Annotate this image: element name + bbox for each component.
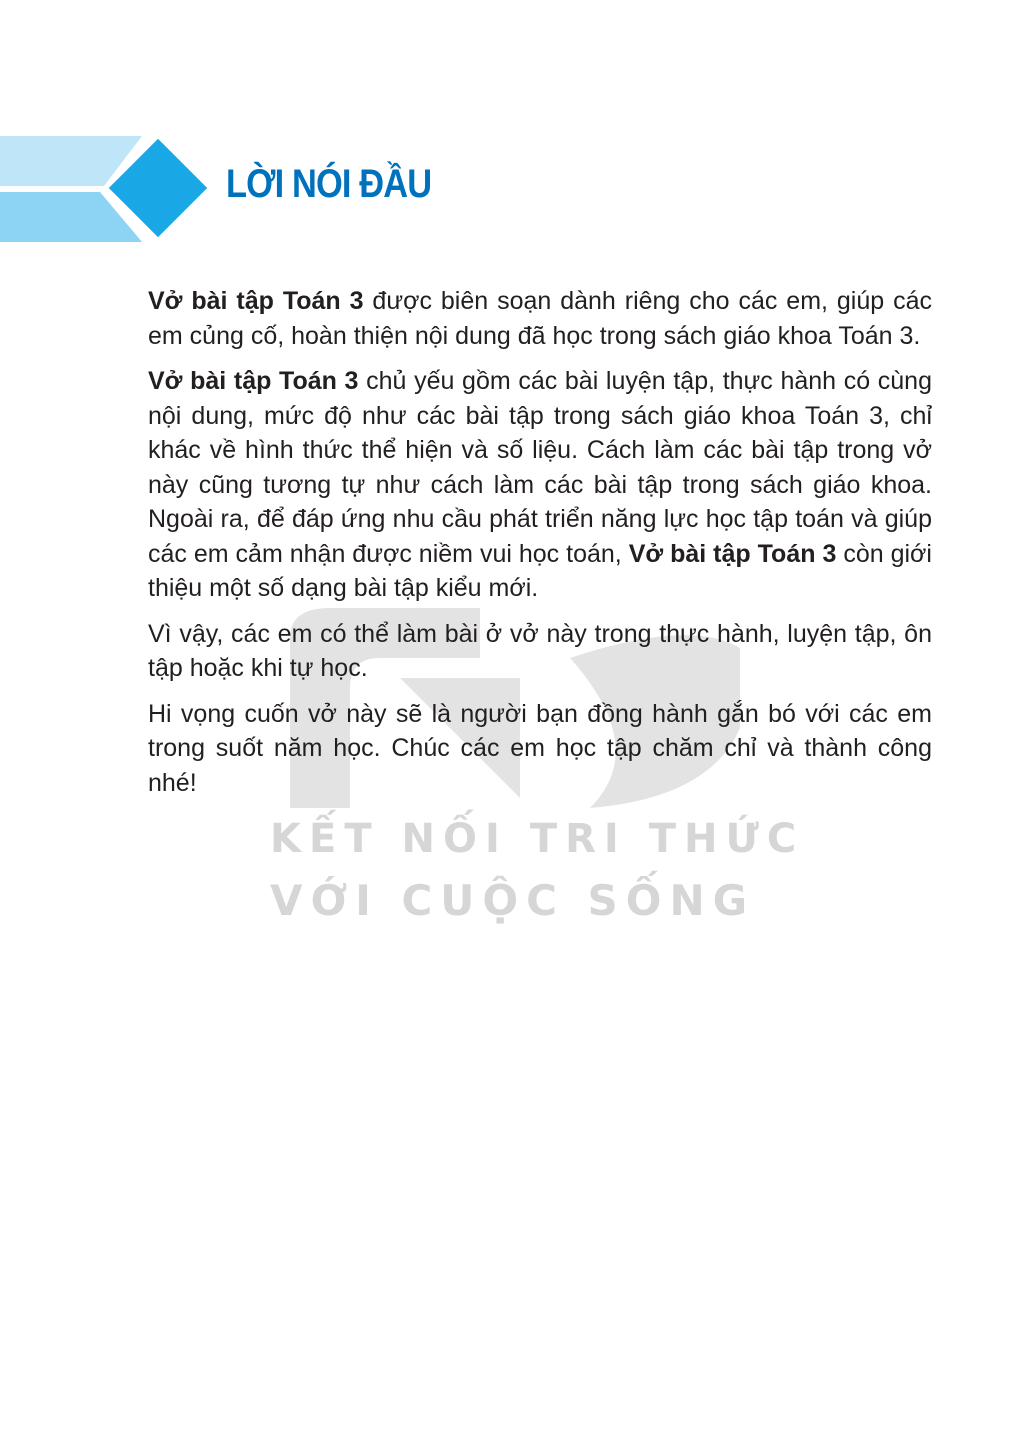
body-text [148, 284, 932, 811]
book-title-bold: Vở bài tập Toán 3 [148, 287, 364, 315]
paragraph-2: Vở bài tập Toán 3 chủ yếu gồm các bài luyện tập, thực hành có cùng nội dung, mức độ như các bài tập trong sách giáo khoa Toán 3, chỉ khác về hình thức thể hiện và số liệu. Cách làm các bài tập trong vở này cũng tương tự như cách làm các bài tập trong sách giáo khoa. Ngoài ra, để đáp ứng nhu cầu phát triển năng lực học tập toán và giúp các em cảm nhận được niềm vui học toán, Vở bài tập Toán 3 còn giới thiệu một số dạng bài tập kiểu mới. [148, 367, 932, 602]
header-banner [0, 130, 1022, 250]
book-title-bold: Vở bài tập Toán 3 [148, 367, 359, 395]
paragraph-3: Vì vậy, các em có thể làm bài ở vở này trong thực hành, luyện tập, ôn tập hoặc khi tự học. [148, 619, 932, 682]
watermark-line-1: KẾT NỐI TRI THỨC [270, 816, 805, 862]
watermark-line-2: VỚI CUỘC SỐNG [270, 876, 756, 925]
book-title-bold: Vở bài tập Toán 3 [628, 539, 837, 568]
paragraph-1: Vở bài tập Toán 3 được biên soạn dành riêng cho các em, giúp các em củng cố, hoàn thiện nội dung đã học trong sách giáo khoa Toán 3. [148, 287, 932, 350]
page-title: LỜI NÓI ĐẦU [226, 162, 432, 206]
paragraph-4: Hi vọng cuốn vở này sẽ là người bạn đồng hành gắn bó với các em trong suốt năm học. Chúc các em học tập chăm chỉ và thành công nhé! [148, 699, 932, 797]
banner-graphic [0, 130, 1022, 250]
